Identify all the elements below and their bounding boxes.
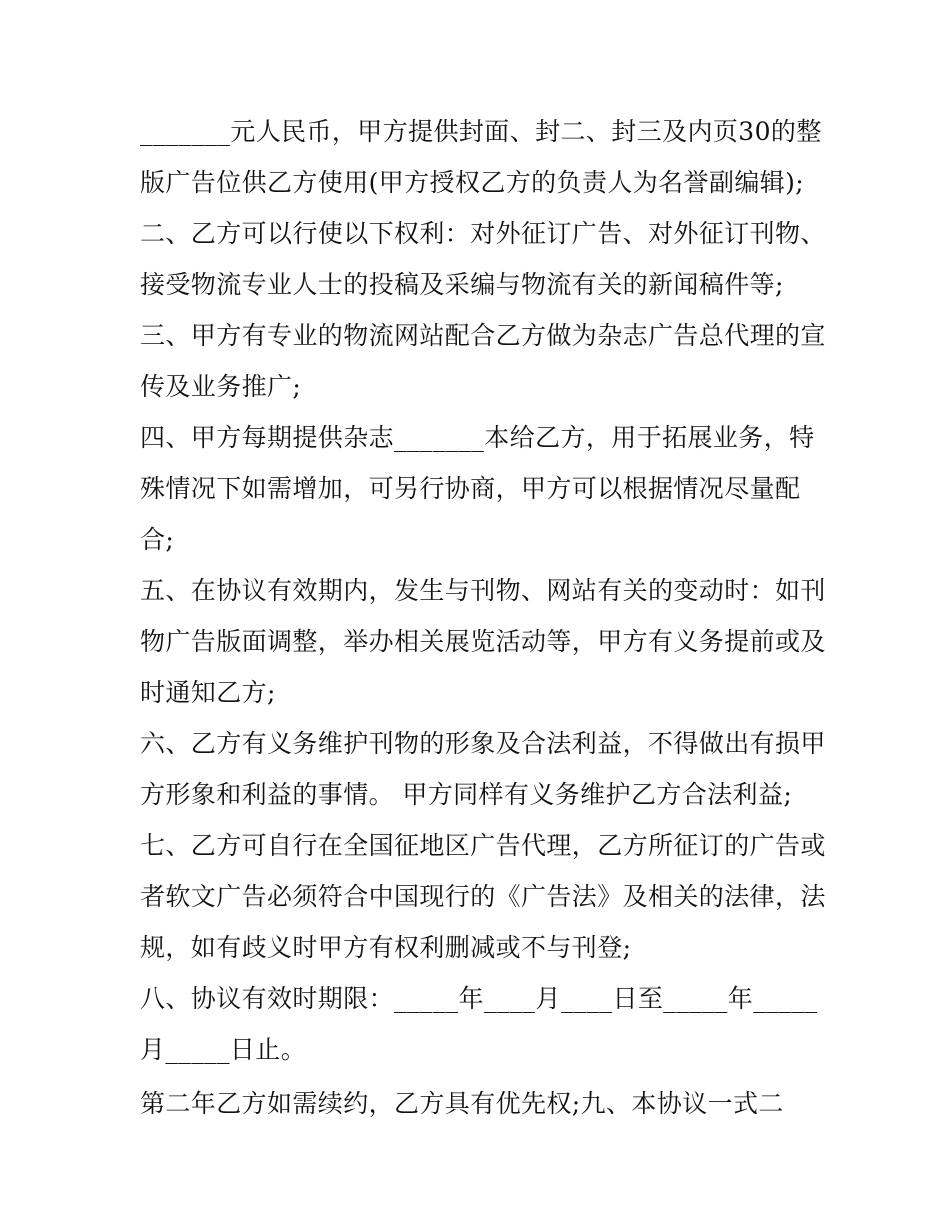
text-line: 三、甲方有专业的物流网站配合乙方做为杂志广告总代理的宣 (140, 321, 826, 350)
text-line: 物广告版面调整，举办相关展览活动等，甲方有义务提前或及 (140, 627, 826, 656)
text-line: _______元人民币，甲方提供封面、封二、封三及内页30的整 (140, 117, 822, 146)
text-line: 版广告位供乙方使用(甲方授权乙方的负责人为名誉副编辑); (140, 168, 805, 197)
text-line: 合; (140, 525, 175, 554)
text-line: 四、甲方每期提供杂志_______本给乙方，用于拓展业务，特 (140, 423, 815, 452)
text-line: 殊情况下如需增加，可另行协商，甲方可以根据情况尽量配 (140, 474, 801, 503)
text-line: 六、乙方有义务维护刊物的形象及合法利益，不得做出有损甲 (140, 729, 826, 758)
text-line: 第二年乙方如需续约，乙方具有优先权;九、本协议一式二 (140, 1089, 784, 1118)
text-line: 接受物流专业人士的投稿及采编与物流有关的新闻稿件等; (140, 270, 784, 299)
text-line: 二、乙方可以行使以下权利：对外征订广告、对外征订刊物、 (140, 219, 826, 248)
text-line: 七、乙方可自行在全国征地区广告代理，乙方所征订的广告或 (140, 831, 826, 860)
text-line: 时通知乙方; (140, 678, 276, 707)
text-line: 方形象和利益的事情。 甲方同样有义务维护乙方合法利益; (140, 780, 793, 809)
document-body (140, 106, 830, 1129)
text-line: 者软文广告必须符合中国现行的《广告法》及相关的法律，法 (140, 882, 826, 911)
text-line: 规，如有歧义时甲方有权利删减或不与刊登; (140, 933, 632, 962)
text-line: 五、在协议有效期内，发生与刊物、网站有关的变动时：如刊 (140, 576, 826, 605)
text-line: 八、协议有效时期限：_____年____月____日至_____年_____ (140, 984, 818, 1013)
text-line: 传及业务推广; (140, 372, 302, 401)
text-line: 月_____日止。 (140, 1035, 307, 1064)
